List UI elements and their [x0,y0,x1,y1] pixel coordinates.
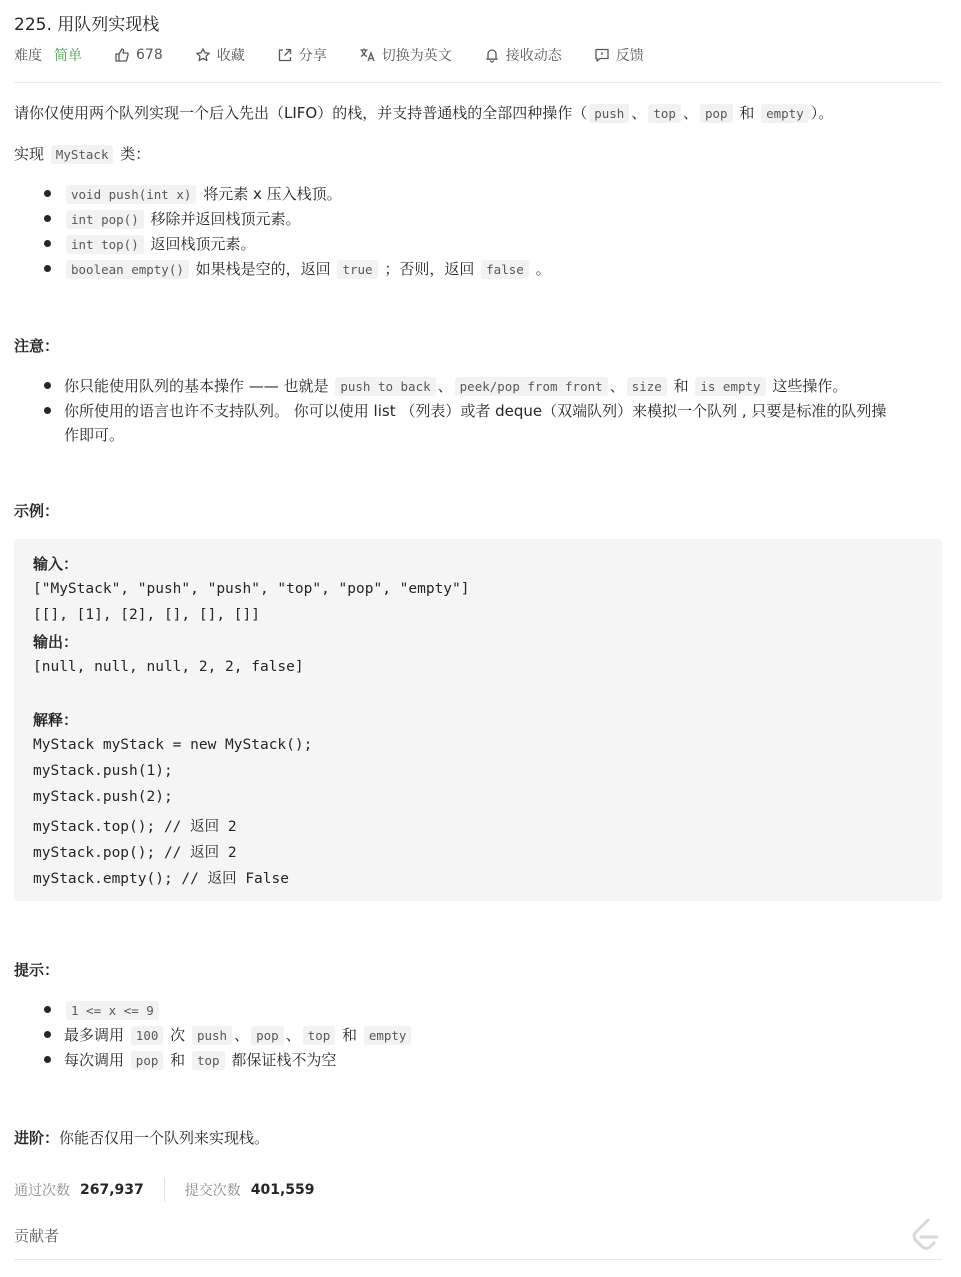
code-op: pop [251,1026,284,1045]
code-line: [null, null, null, 2, 2, false] [33,659,304,675]
difficulty [14,45,82,65]
separator: 、 [234,1026,250,1044]
code-line: MyStack myStack = new MyStack(); [33,737,313,753]
advanced-label: 进阶： [14,1129,60,1147]
hints-list [14,998,413,1073]
description-intro [14,101,833,126]
intro-end: ）。 [810,104,834,122]
code-op: push to back [335,377,435,396]
implement-line [14,142,150,167]
bell-icon [484,47,500,63]
hints-heading: 提示： [14,961,60,979]
method-text: 返回栈顶元素。 [150,235,256,253]
code-op: top [303,1026,336,1045]
share-button[interactable] [277,45,327,65]
like-button[interactable] [114,47,163,63]
example-heading: 示例： [14,502,60,520]
code-top: top [648,104,681,123]
share-label: 分享 [298,48,327,64]
feedback-button[interactable] [594,45,644,65]
feedback-label: 反馈 [615,48,644,64]
code-method: void push(int x) [66,185,196,204]
and-text: 和 [673,377,689,395]
separator: 、 [437,377,453,395]
hint-text: 次 [170,1026,186,1044]
note-heading: 注意： [14,337,60,355]
problem-title: 225. 用队列实现栈 [14,15,160,35]
divider [14,82,942,83]
code-op: pop [131,1051,164,1070]
leetcode-logo-icon [910,1218,940,1256]
code-push: push [589,104,629,123]
code-op: is empty [695,377,765,396]
contributors-toggle[interactable]: 贡献者 [14,1227,60,1245]
example-code-block [14,539,942,901]
note-text: 这些操作。 [772,377,848,395]
accepted-label: 通过次数 [14,1183,70,1199]
method-text: 如果栈是空的，返回 [195,260,331,278]
star-icon [195,47,211,63]
code-num: 100 [131,1026,164,1045]
method-text: ；否则，返回 [384,260,475,278]
code-op: size [627,377,667,396]
method-text: 将元素 x 压入栈顶。 [203,185,342,203]
code-line: ["MyStack", "push", "push", "top", "pop", "empty"] [33,581,470,597]
separator: 、 [609,377,625,395]
method-text: 。 [535,260,551,278]
advanced-text: 你能否仅用一个队列来实现栈。 [59,1129,270,1147]
submitted-count: 401,559 [250,1182,315,1198]
code-line: myStack.pop(); // 返回 2 [33,845,237,861]
separator: 、 [631,104,647,122]
and-text: 和 [739,104,755,122]
notify-label: 接收动态 [505,48,562,64]
note-text: 你只能使用队列的基本操作 —— 也就是 [64,377,329,395]
hint-text: 都保证栈不为空 [231,1051,337,1069]
implement-text-end: 类： [120,145,151,163]
favorite-button[interactable] [195,45,245,65]
problem-meta-bar [14,44,676,66]
code-line: [[], [1], [2], [], [], []] [33,607,260,623]
hint-text: 每次调用 [64,1051,125,1069]
list-item [14,998,413,1023]
switch-language-label: 切换为英文 [381,48,452,64]
and-text: 和 [170,1051,186,1069]
list-item [14,1023,413,1048]
switch-language-button[interactable] [359,45,452,65]
code-line: myStack.empty(); // 返回 False [33,871,289,887]
submitted-label: 提交次数 [184,1183,241,1199]
note-text: 作即可。 [64,426,125,444]
code-line: myStack.push(1); [33,763,173,779]
output-label: 输出： [33,633,79,651]
like-count: 678 [136,47,163,63]
difficulty-label: 难度 [14,48,42,64]
code-true: true [337,260,377,279]
separator: 、 [285,1026,301,1044]
input-label: 输入： [33,555,79,573]
list-item [14,182,551,207]
list-item [14,257,551,282]
code-method: int top() [66,235,144,254]
list-item [14,1048,413,1073]
code-pop: pop [700,104,733,123]
separator: 、 [682,104,698,122]
code-op: push [192,1026,232,1045]
explain-label: 解释： [33,711,79,729]
and-text: 和 [342,1026,358,1044]
code-empty: empty [761,104,809,123]
implement-text: 实现 [14,145,45,163]
intro-text: 请你仅使用两个队列实现一个后入先出（LIFO）的栈，并支持普通栈的全部四种操作（ [14,104,588,122]
submission-stats [14,1178,315,1202]
code-method: boolean empty() [66,260,189,279]
list-item [14,374,886,399]
code-line: myStack.push(2); [33,789,173,805]
list-item [14,399,886,447]
stats-divider [164,1178,165,1202]
code-op: top [192,1051,225,1070]
code-method: int pop() [66,210,144,229]
accepted-count: 267,937 [80,1182,144,1198]
note-list [14,374,886,447]
code-line: myStack.top(); // 返回 2 [33,819,237,835]
list-item [14,207,551,232]
code-constraint: 1 <= x <= 9 [66,1001,159,1020]
feedback-icon [594,47,610,63]
thumbs-up-icon [114,47,130,63]
notify-button[interactable] [484,45,562,65]
difficulty-value: 简单 [54,48,82,64]
list-item [14,232,551,257]
code-false: false [481,260,529,279]
favorite-label: 收藏 [216,48,245,64]
share-icon [277,47,293,63]
code-op: peek/pop from front [455,377,608,396]
method-list [14,182,551,282]
hint-text: 最多调用 [64,1026,125,1044]
code-mystack: MyStack [51,145,114,164]
note-text: 你所使用的语言也许不支持队列。 你可以使用 list （列表）或者 deque（双端队列）来模拟一个队列 , 只要是标准的队列操 [64,402,887,420]
code-op: empty [364,1026,412,1045]
divider [14,1259,942,1260]
translate-icon [359,47,376,63]
advanced-line [14,1126,269,1150]
method-text: 移除并返回栈顶元素。 [150,210,301,228]
